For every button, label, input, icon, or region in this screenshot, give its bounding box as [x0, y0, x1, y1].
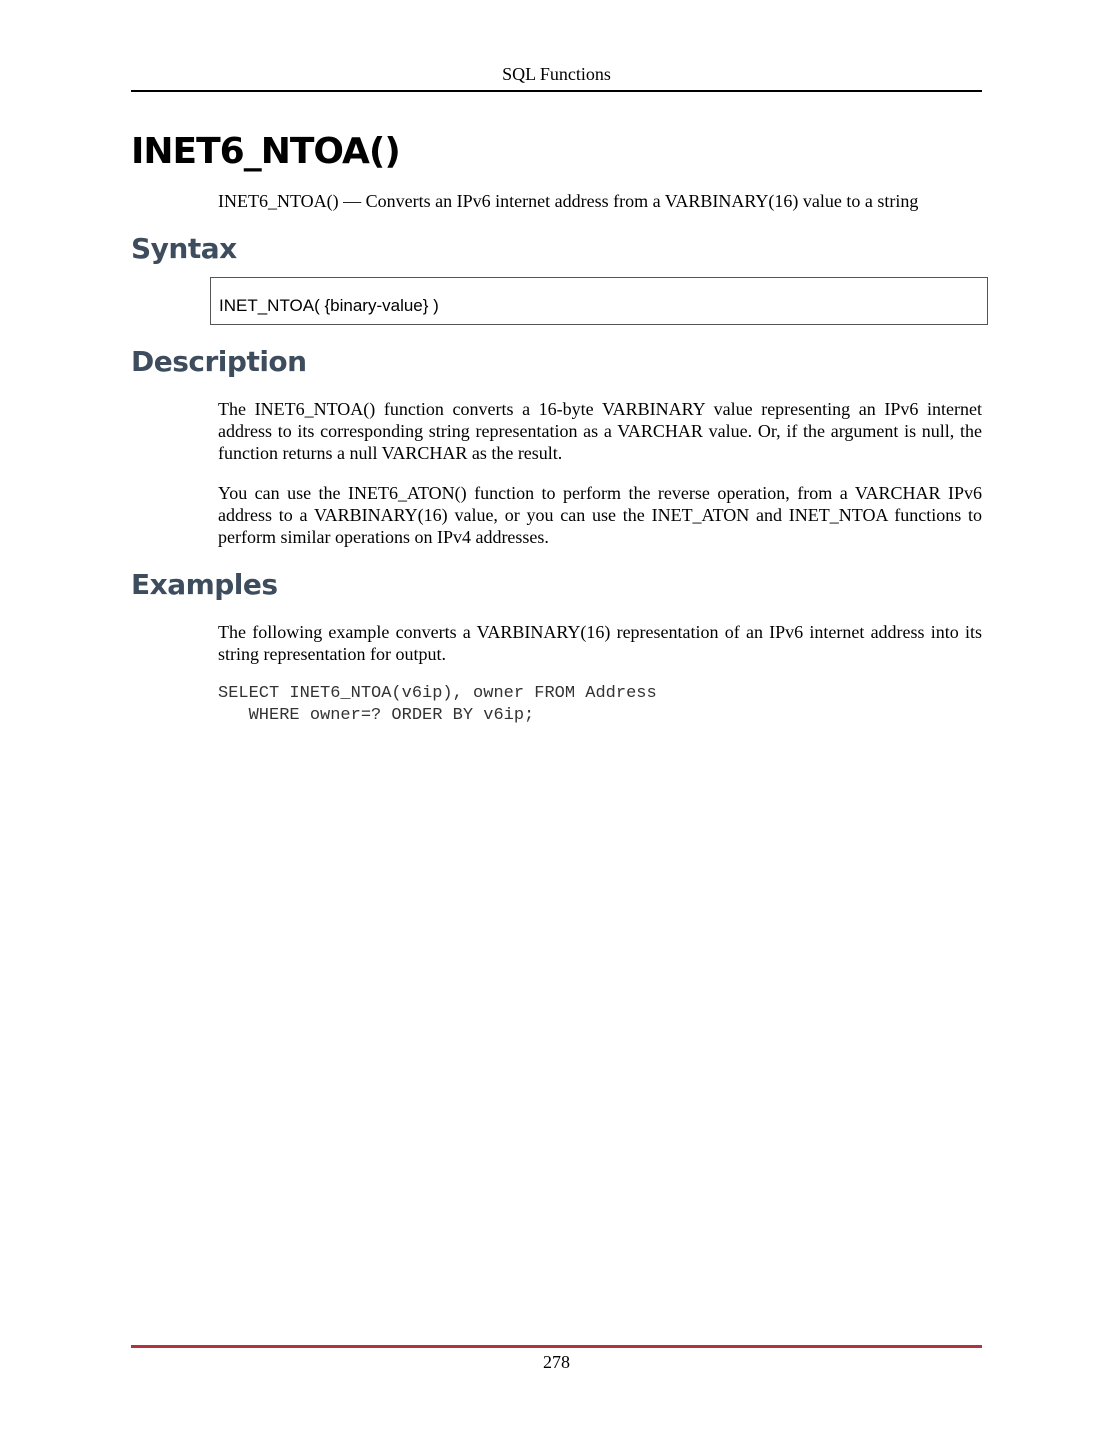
description-paragraph-1: The INET6_NTOA() function converts a 16-byte VARBINARY value representing an IPv6 internet address to its corresponding string representation as a VARCHAR value. Or, if the argument is null, the function returns a null VARCHAR as the result.	[218, 399, 982, 463]
header-rule	[131, 90, 982, 92]
example-code-block: SELECT INET6_NTOA(v6ip), owner FROM Address WHERE owner=? ORDER BY v6ip;	[218, 684, 657, 725]
page-title: INET6_NTOA()	[131, 131, 400, 172]
description-heading: Description	[131, 345, 307, 378]
running-header: SQL Functions	[502, 64, 611, 84]
syntax-code: INET_NTOA( {binary-value} )	[219, 296, 439, 315]
page-number: 278	[543, 1352, 570, 1372]
syntax-box	[210, 277, 988, 325]
examples-paragraph: The following example converts a VARBINARY(16) representation of an IPv6 internet address into its string representation for output.	[218, 622, 982, 664]
description-paragraph-2: You can use the INET6_ATON() function to perform the reverse operation, from a VARCHAR IPv6 address to a VARBINARY(16) value, or you can use the INET_ATON and INET_NTOA functions to perform similar operations on IPv4 addresses.	[218, 483, 982, 547]
footer-rule	[131, 1345, 982, 1348]
refpurpose: INET6_NTOA() — Converts an IPv6 internet address from a VARBINARY(16) value to a string	[218, 191, 919, 211]
examples-heading: Examples	[131, 568, 278, 601]
syntax-heading: Syntax	[131, 232, 237, 265]
